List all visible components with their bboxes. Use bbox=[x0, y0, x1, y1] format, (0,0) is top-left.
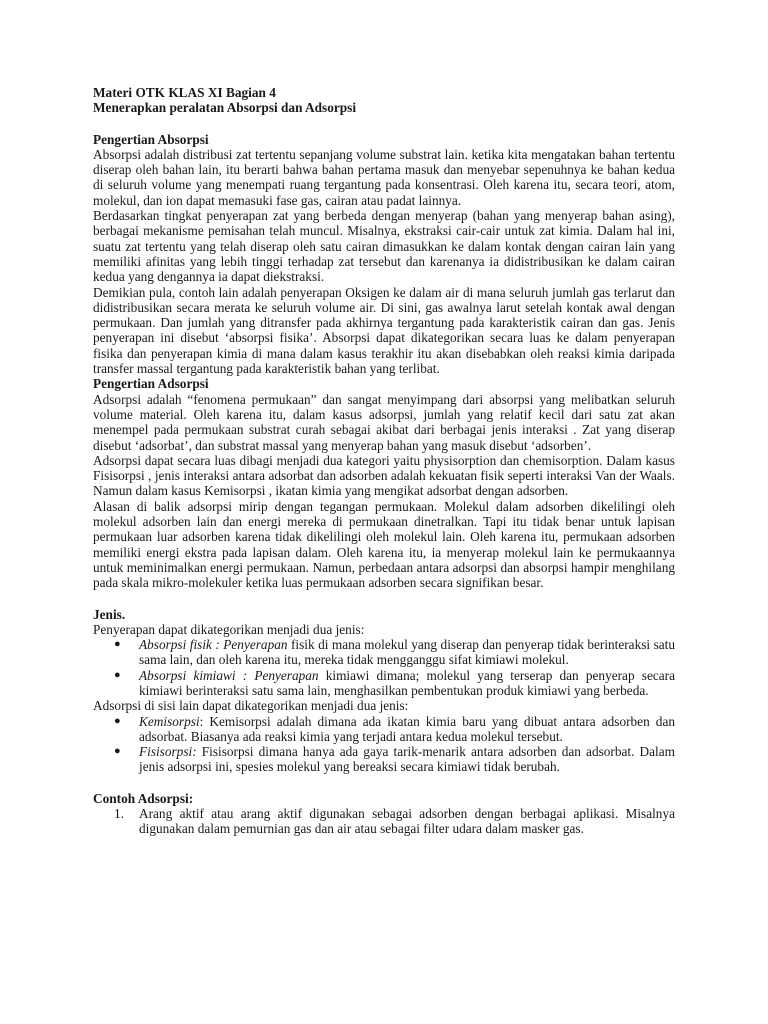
item-text: fisik di mana molekul yang diserap dan penyerap tidak berinteraksi satu sama lain, dan oleh karena itu, mereka tidak mengganggu sifat kimiawi molekul. bbox=[139, 637, 675, 668]
list-item bbox=[93, 714, 675, 745]
bullet-icon: ● bbox=[114, 714, 121, 727]
item-text: : Kemisorpsi adalah dimana ada ikatan kimia baru yang dibuat antara adsorben dan adsorbat. Biasanya ada reaksi kimia yang terjadi antara kedua molekul tersebut. bbox=[139, 713, 675, 744]
list-item bbox=[93, 744, 675, 775]
heading-jenis: Jenis. bbox=[93, 606, 126, 622]
term: Kemisorpsi bbox=[139, 713, 200, 729]
heading-contoh: Contoh Adsorpsi: bbox=[93, 790, 194, 806]
heading-adsorpsi: Pengertian Adsorpsi bbox=[93, 376, 209, 392]
heading-absorpsi: Pengertian Absorpsi bbox=[93, 131, 209, 147]
paragraph: Adsorpsi adalah “fenomena permukaan” dan sangat menyimpang dari absorpsi yang melibatkan seluruh volume material. Oleh karena itu, dalam kasus adsorpsi, jumlah yang relatif kecil dari satu zat akan menempel pada permukaan substrat curah sebagai akibat dari berbagai jenis interaksi . Zat yang diserap disebut ‘adsorbat’, dan substrat massal yang menyerap bahan yang masuk disebut ‘adsorben’. bbox=[93, 391, 675, 453]
item-text: Arang aktif atau arang aktif digunakan sebagai adsorben dengan berbagai aplikasi. Misalnya digunakan dalam pemurnian gas dan air atau sebagai filter udara dalam masker gas. bbox=[139, 806, 675, 837]
adsorpsi-type-list bbox=[93, 714, 675, 775]
bullet-icon: ● bbox=[114, 745, 121, 758]
term: Absorpsi kimiawi : Penyerapan bbox=[139, 667, 319, 683]
item-number: 1. bbox=[114, 806, 124, 822]
term: Absorpsi fisik : Penyerapan bbox=[139, 637, 288, 653]
list-item bbox=[93, 806, 675, 837]
list-item bbox=[93, 637, 675, 668]
absorpsi-type-list bbox=[93, 637, 675, 698]
bullet-icon: ● bbox=[114, 638, 121, 651]
list-item bbox=[93, 668, 675, 699]
paragraph: Adsorpsi dapat secara luas dibagi menjadi dua kategori yaitu physisorption dan chemisorption. Dalam kasus Fisisorpsi , jenis interaksi antara adsorbat dan adsorben adalah kekuatan fisik seperti interaksi Van der Waals. Namun dalam kasus Kemisorpsi , ikatan kimia yang mengikat adsorbat dengan adsorben. bbox=[93, 452, 675, 499]
paragraph: Berdasarkan tingkat penyerapan zat yang berbeda dengan menyerap (bahan yang menyerap bahan asing), berbagai mekanisme pemisahan telah muncul. Misalnya, ekstraksi cair-cair untuk zat kimia. Dalam hal ini, suatu zat tertentu yang telah diserap oleh satu cairan dimasukkan ke dalam kontak dengan cairan lain yang memiliki afinitas yang lebih tinggi terhadap zat tersebut dan karenanya ia didistribusikan ke dalam cairan kedua yang dengannya ia dapat diekstraksi. bbox=[93, 208, 675, 285]
paragraph: Penyerapan dapat dikategorikan menjadi dua jenis: bbox=[93, 621, 365, 637]
document-page bbox=[93, 85, 675, 837]
paragraph: Adsorpsi di sisi lain dapat dikategorikan menjadi dua jenis: bbox=[93, 698, 409, 714]
contoh-list bbox=[93, 806, 675, 837]
paragraph: Absorpsi adalah distribusi zat tertentu sepanjang volume substrat lain. ketika kita mengatakan bahan tertentu diserap oleh bahan lain, itu berarti bahwa bahan pertama masuk dan menyebar sepenuhnya ke bahan kedua di seluruh volume yang menempati ruang tergantung pada konsentrasi. Oleh karena itu, secara teori, atom, molekul, dan ion dapat memasuki fase gas, cairan atau padat lainnya. bbox=[93, 146, 675, 208]
document-title: Materi OTK KLAS XI Bagian 4 bbox=[93, 85, 276, 100]
document-subtitle: Menerapkan peralatan Absorpsi dan Adsorpsi bbox=[93, 100, 357, 116]
item-text: Fisisorpsi dimana hanya ada gaya tarik-menarik antara adsorben dan adsorbat. Dalam jenis adsorpsi ini, spesies molekul yang bereaksi secara kimiawi tidak berubah. bbox=[139, 744, 675, 775]
paragraph: Demikian pula, contoh lain adalah penyerapan Oksigen ke dalam air di mana seluruh jumlah gas terlarut dan didistribusikan secara merata ke seluruh volume air. Di sini, gas awalnya larut setelah kontak awal dengan permukaan. Dan jumlah yang ditransfer pada akhirnya tergantung pada karakteristik cairan dan gas. Jenis penyerapan ini disebut ‘absorpsi fisika’. Absorpsi dapat dikategorikan secara luas ke dalam penyerapan fisika dan penyerapan kimia di mana dalam kasus terakhir itu akan disebabkan oleh reaksi kimia daripada transfer massal tergantung pada karakteristik bahan yang terlibat. bbox=[93, 284, 675, 377]
paragraph: Alasan di balik adsorpsi mirip dengan tegangan permukaan. Molekul dalam adsorben dikelilingi oleh molekul adsorben lain dan energi mereka di permukaan dinetralkan. Tapi itu tidak benar untuk lapisan permukaan luar adsorben karena tidak dikelilingi oleh molekul lain. Oleh karena itu, permukaan adsorben memiliki energi ekstra pada lapisan dalam. Oleh karena itu, ia menyerap molekul lain ke permukaannya untuk meminimalkan energi permukaan. Namun, perbedaan antara adsorpsi dan absorpsi hampir menghilang pada skala mikro-molekuler ketika luas permukaan adsorben secara signifikan besar. bbox=[93, 498, 675, 591]
bullet-icon: ● bbox=[114, 668, 121, 681]
term: Fisisorpsi: bbox=[139, 744, 197, 760]
item-text: kimiawi dimana; molekul yang terserap dan penyerap secara kimiawi berinteraksi satu sama lain, menghasilkan pembentukan produk kimiawi yang berbeda. bbox=[139, 667, 675, 698]
